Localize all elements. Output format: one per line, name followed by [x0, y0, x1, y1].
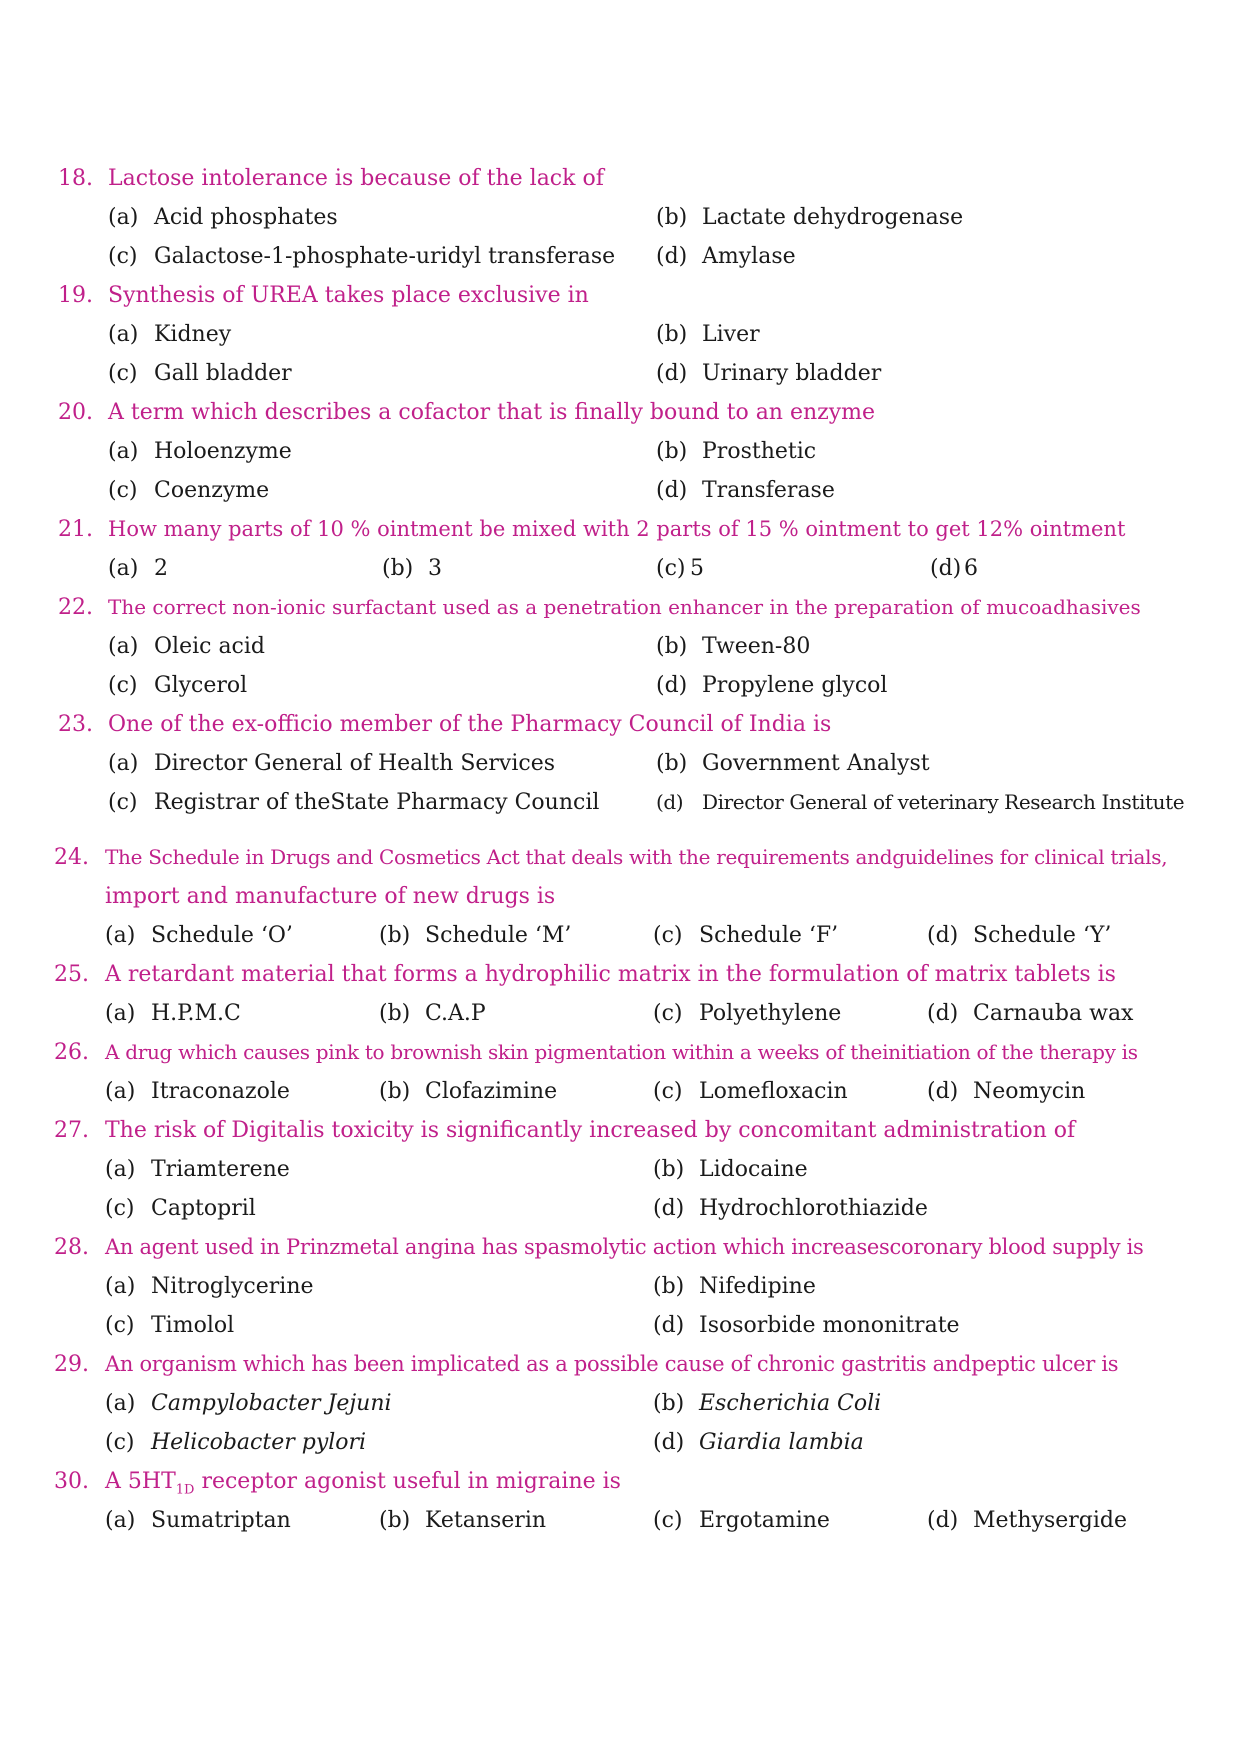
option-b: (b) Tween-80 [656, 634, 811, 659]
option-c: (c) Glycerol [108, 673, 248, 698]
question-text-continued: import and manufacture of new drugs is [105, 884, 556, 909]
question-text: Lactose intolerance is because of the lack of [108, 166, 604, 191]
option-b: (b) C.A.P [379, 1001, 486, 1026]
option-a: (a) Oleic acid [108, 634, 265, 659]
option-c: (c) Ergotamine [653, 1508, 830, 1533]
question-number: 28. [54, 1235, 89, 1260]
question-number: 26. [54, 1040, 89, 1065]
option-row [0, 1313, 1241, 1352]
option-b: (b) Liver [656, 322, 760, 347]
question-26 [0, 1040, 1241, 1079]
option-row [0, 1391, 1241, 1430]
option-row [0, 556, 1241, 595]
option-c: (c) Lomefloxacin [653, 1079, 848, 1104]
question-number: 22. [58, 595, 93, 620]
question-number: 21. [58, 517, 93, 542]
question-text: An organism which has been implicated as a possible cause of chronic gastritis andpeptic ulcer is [105, 1352, 1119, 1376]
option-b: (b) Lactate dehydrogenase [656, 205, 964, 230]
option-d: (d) Giardia lambia [653, 1430, 864, 1455]
option-d: (d) Transferase [656, 478, 835, 503]
question-number: 20. [58, 400, 93, 425]
option-row [0, 439, 1241, 478]
option-a: (a) Holoenzyme [108, 439, 292, 464]
option-row [0, 1079, 1241, 1118]
option-row [0, 751, 1241, 790]
question-number: 29. [54, 1352, 89, 1377]
option-row [0, 322, 1241, 361]
option-b: (b) Escherichia Coli [653, 1391, 882, 1416]
option-d: (d) Methysergide [927, 1508, 1128, 1533]
question-number: 18. [58, 166, 93, 191]
option-b: (b) Nifedipine [653, 1274, 816, 1299]
option-row [0, 1508, 1241, 1547]
option-d: (d) Neomycin [927, 1079, 1086, 1104]
question-19 [0, 283, 1241, 322]
option-a: (a) Sumatriptan [105, 1508, 291, 1533]
question-number: 24. [54, 845, 89, 870]
question-number: 25. [54, 962, 89, 987]
option-a: (a) Triamterene [105, 1157, 290, 1182]
question-number: 19. [58, 283, 93, 308]
option-row [0, 478, 1241, 517]
question-text: Synthesis of UREA takes place exclusive in [108, 283, 589, 308]
question-text: The correct non-ionic surfactant used as a penetration enhancer in the preparation of mucoadhasives [108, 595, 1141, 619]
option-d: (d) Urinary bladder [656, 361, 882, 386]
option-b: (b) Ketanserin [379, 1508, 547, 1533]
option-d: (d) Carnauba wax [927, 1001, 1134, 1026]
question-text: A $5HT_{1D}$ receptor agonist useful in migraine is [105, 1469, 621, 1498]
option-d: (d) Director General of veterinary Research Institute [656, 790, 1185, 814]
option-a: (a) Director General of Health Services [108, 751, 556, 776]
question-text: How many parts of 10 % ointment be mixed with 2 parts of 15 % ointment to get 12% ointment [108, 517, 1126, 541]
question-28 [0, 1235, 1241, 1274]
option-b: (b) Schedule ‘M’ [379, 923, 572, 948]
option-row [0, 361, 1241, 400]
option-row [0, 790, 1241, 829]
question-text: A term which describes a cofactor that is finally bound to an enzyme [108, 400, 876, 425]
option-a: (a) Campylobacter Jejuni [105, 1391, 392, 1416]
question-29 [0, 1352, 1241, 1391]
question-23 [0, 712, 1241, 751]
option-row [0, 1157, 1241, 1196]
option-a: (a) Acid phosphates [108, 205, 338, 230]
question-25 [0, 962, 1241, 1001]
option-d: (d) Schedule ‘Y’ [927, 923, 1112, 948]
option-row [0, 673, 1241, 712]
option-a: (a) Itraconazole [105, 1079, 290, 1104]
option-c: (c) 5 [656, 556, 704, 581]
option-a: (a) H.P.M.C [105, 1001, 241, 1026]
question-text: A retardant material that forms a hydrophilic matrix in the formulation of matrix tablets is [105, 962, 1116, 987]
option-a: (a) Schedule ‘O’ [105, 923, 293, 948]
option-a: (a) 2 [108, 556, 168, 581]
option-d: (d) 6 [930, 556, 978, 581]
option-c: (c) Schedule ‘F’ [653, 923, 839, 948]
option-c: (c) Galactose-1-phosphate-uridyl transferase [108, 244, 616, 269]
question-number: 23. [58, 712, 93, 737]
option-row [0, 1430, 1241, 1469]
option-b: (b) Prosthetic [656, 439, 817, 464]
option-b: (b) Lidocaine [653, 1157, 808, 1182]
option-b: (b) 3 [382, 556, 442, 581]
option-a: (a) Kidney [108, 322, 232, 347]
option-c: (c) Polyethylene [653, 1001, 842, 1026]
question-21 [0, 517, 1241, 556]
option-b: (b) Government Analyst [656, 751, 930, 776]
option-row [0, 244, 1241, 283]
question-number: 30. [54, 1469, 89, 1494]
option-b: (b) Clofazimine [379, 1079, 558, 1104]
question-text: The Schedule in Drugs and Cosmetics Act that deals with the requirements andguidelines for clinical trials, [105, 845, 1168, 869]
option-row [0, 1196, 1241, 1235]
option-row [0, 923, 1241, 962]
question-text: A drug which causes pink to brownish skin pigmentation within a weeks of theinitiation of the therapy is [105, 1040, 1138, 1064]
option-d: (d) Isosorbide mononitrate [653, 1313, 960, 1338]
option-a: (a) Nitroglycerine [105, 1274, 314, 1299]
question-20 [0, 400, 1241, 439]
option-d: (d) Hydrochlorothiazide [653, 1196, 928, 1221]
option-c: (c) Timolol [105, 1313, 235, 1338]
question-18 [0, 166, 1241, 205]
question-text: The risk of Digitalis toxicity is significantly increased by concomitant administration of [105, 1118, 1076, 1143]
option-row [0, 1274, 1241, 1313]
option-row [0, 634, 1241, 673]
question-24 [0, 845, 1241, 884]
option-row [0, 205, 1241, 244]
question-27 [0, 1118, 1241, 1157]
question-24-line2 [0, 884, 1241, 923]
option-c: (c) Captopril [105, 1196, 256, 1221]
question-text: An agent used in Prinzmetal angina has spasmolytic action which increasescoronary blood supply is [105, 1235, 1144, 1259]
option-d: (d) Propylene glycol [656, 673, 888, 698]
question-number: 27. [54, 1118, 89, 1143]
question-30 [0, 1469, 1241, 1508]
option-c: (c) Helicobacter pylori [105, 1430, 367, 1455]
option-d: (d) Amylase [656, 244, 796, 269]
option-c: (c) Coenzyme [108, 478, 270, 503]
question-22 [0, 595, 1241, 634]
option-c: (c) Registrar of theState Pharmacy Council [108, 790, 600, 815]
question-text: One of the ex-officio member of the Pharmacy Council of India is [108, 712, 832, 737]
option-row [0, 1001, 1241, 1040]
option-c: (c) Gall bladder [108, 361, 292, 386]
